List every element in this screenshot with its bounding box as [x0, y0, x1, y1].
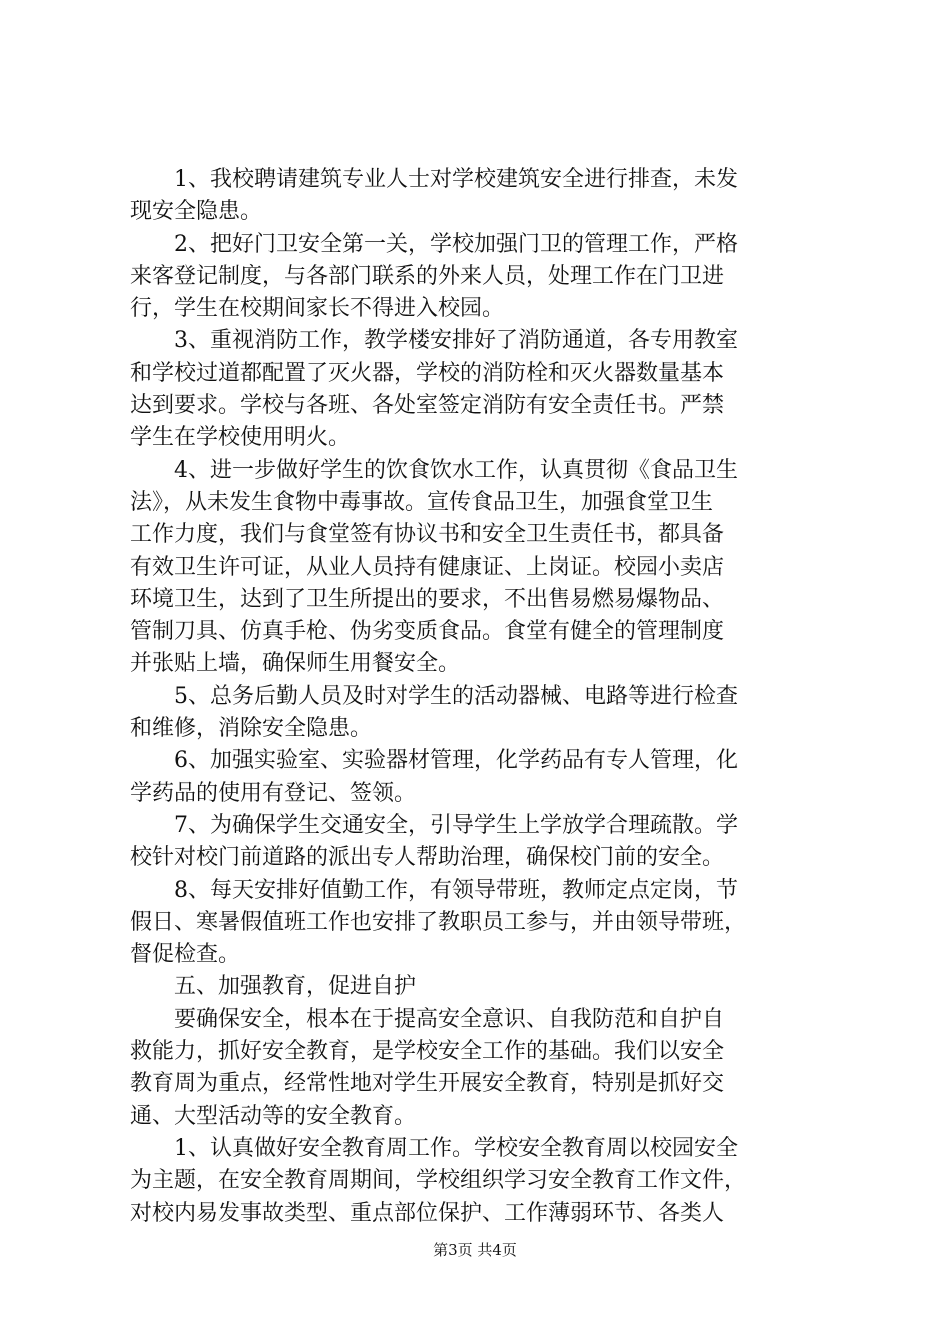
text-line: 工作力度，我们与食堂签有协议书和安全卫生责任书，都具备	[130, 522, 725, 548]
text-line: 5、总务后勤人员及时对学生的活动器械、电路等进行检查	[130, 683, 738, 709]
text-line: 通、大型活动等的安全教育。	[130, 1103, 417, 1129]
text-line: 3、重视消防工作，教学楼安排好了消防通道，各专用教室	[130, 328, 738, 354]
text-line: 4、进一步做好学生的饮食饮水工作，认真贯彻《食品卫生	[130, 457, 738, 483]
page-number-label: 第3页 共4页	[433, 1241, 517, 1259]
text-line: 有效卫生许可证，从业人员持有健康证、上岗证。校园小卖店	[130, 554, 725, 580]
document-body	[130, 164, 830, 1230]
section-heading: 五、加强教育，促进自护	[130, 974, 417, 1000]
text-line: 教育周为重点，经常性地对学生开展安全教育，特别是抓好交	[130, 1071, 725, 1097]
text-line: 假日、寒暑假值班工作也安排了教职员工参与，并由领导带班，	[130, 909, 747, 935]
page-footer	[0, 1240, 950, 1260]
text-line: 学生在学校使用明火。	[130, 425, 351, 451]
text-line: 环境卫生，达到了卫生所提出的要求，不出售易燃易爆物品、	[130, 586, 725, 612]
text-line: 要确保安全，根本在于提高安全意识、自我防范和自护自	[130, 1006, 725, 1032]
text-line: 1、认真做好安全教育周工作。学校安全教育周以校园安全	[130, 1135, 738, 1161]
text-line: 督促检查。	[130, 942, 241, 968]
text-line: 6、加强实验室、实验器材管理，化学药品有专人管理，化	[130, 748, 738, 774]
text-line: 为主题，在安全教育周期间，学校组织学习安全教育工作文件，	[130, 1168, 747, 1194]
text-line: 7、为确保学生交通安全，引导学生上学放学合理疏散。学	[130, 812, 738, 838]
text-line: 学药品的使用有登记、签领。	[130, 780, 417, 806]
text-line: 管制刀具、仿真手枪、伪劣变质食品。食堂有健全的管理制度	[130, 619, 725, 645]
text-line: 法》，从未发生食物中毒事故。宣传食品卫生，加强食堂卫生	[130, 489, 714, 515]
text-line: 校针对校门前道路的派出专人帮助治理，确保校门前的安全。	[130, 845, 725, 871]
text-line: 并张贴上墙，确保师生用餐安全。	[130, 651, 461, 677]
text-line: 行，学生在校期间家长不得进入校园。	[130, 296, 505, 322]
text-line: 和维修，消除安全隐患。	[130, 716, 373, 742]
text-line: 达到要求。学校与各班、各处室签定消防有安全责任书。严禁	[130, 393, 725, 419]
text-line: 和学校过道都配置了灭火器，学校的消防栓和灭火器数量基本	[130, 360, 725, 386]
text-line: 2、把好门卫安全第一关，学校加强门卫的管理工作，严格	[130, 231, 738, 257]
text-line: 对校内易发事故类型、重点部位保护、工作薄弱环节、各类人	[130, 1200, 725, 1226]
text-line: 来客登记制度，与各部门联系的外来人员，处理工作在门卫进	[130, 263, 725, 289]
text-line: 现安全隐患。	[130, 199, 263, 225]
text-line: 8、每天安排好值勤工作，有领导带班，教师定点定岗，节	[130, 877, 738, 903]
text-line: 1、我校聘请建筑专业人士对学校建筑安全进行排查，未发	[130, 167, 738, 192]
text-line: 救能力，抓好安全教育，是学校安全工作的基础。我们以安全	[130, 1039, 725, 1065]
